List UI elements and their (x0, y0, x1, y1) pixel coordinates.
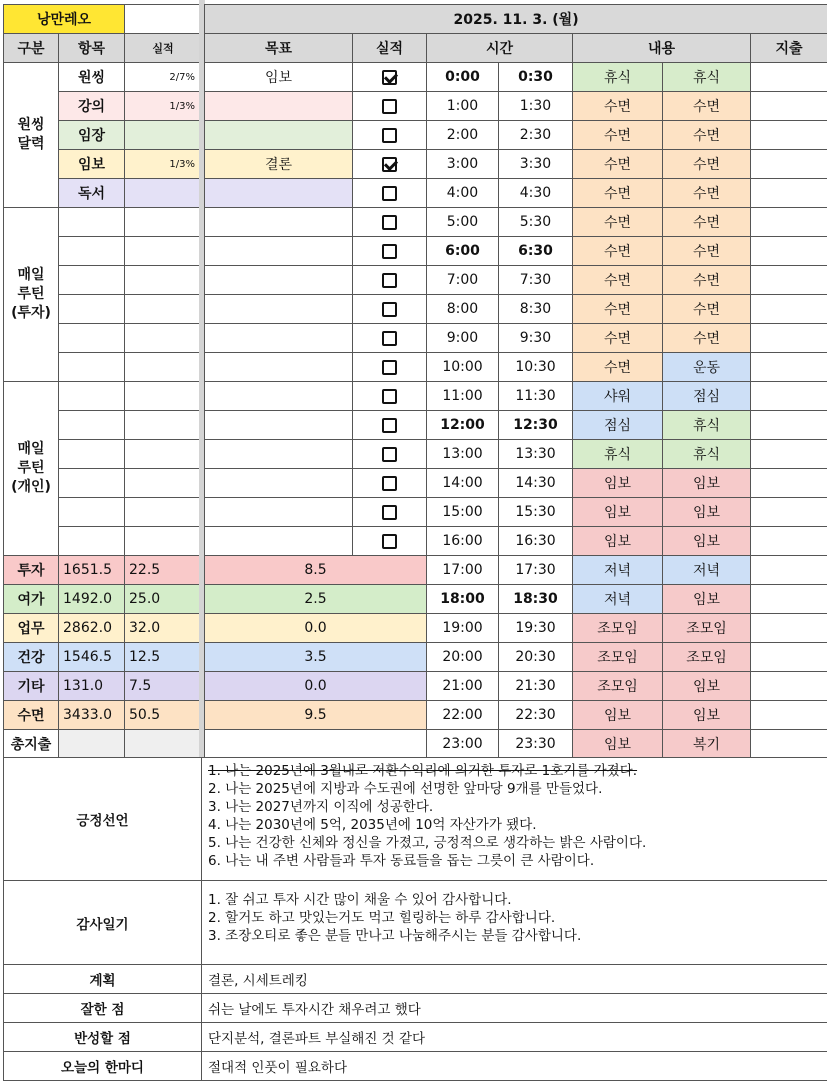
content-cell[interactable]: 수면 (573, 237, 663, 266)
time-start: 20:00 (427, 643, 499, 672)
schedule-row (205, 643, 827, 672)
summary-done[interactable]: 22.5 (125, 556, 202, 585)
schedule-row (205, 527, 827, 556)
time-start: 3:00 (427, 150, 499, 179)
spend-cell[interactable] (751, 179, 827, 208)
time-end: 18:30 (499, 585, 573, 614)
good-text[interactable]: 쉬는 날에도 투자시간 채우려고 했다 (202, 994, 827, 1023)
item-score[interactable]: 1/3% (125, 92, 202, 121)
empty-checkbox-icon[interactable] (382, 389, 397, 404)
content-cell[interactable]: 임보 (573, 498, 663, 527)
schedule-row (205, 121, 827, 150)
schedule-row (205, 63, 827, 92)
empty-checkbox-icon[interactable] (382, 360, 397, 375)
time-end: 3:30 (499, 150, 573, 179)
time-start: 4:00 (427, 179, 499, 208)
content-cell[interactable]: 조모임 (573, 614, 663, 643)
empty-cell[interactable] (125, 353, 202, 382)
content-cell[interactable]: 임보 (573, 469, 663, 498)
affirmation-line: 2. 나는 2025년에 지방과 수도권에 선명한 앞마당 9개를 만들었다. (208, 781, 603, 797)
check-cell[interactable] (353, 382, 427, 411)
goal-cell[interactable] (205, 237, 353, 266)
check-cell[interactable] (353, 498, 427, 527)
content-cell[interactable]: 수면 (573, 150, 663, 179)
affirmation-line: 6. 나는 내 주변 사람들과 투자 동료들을 돕는 그릇이 큰 사람이다. (208, 853, 595, 869)
summary-name: 업무 (4, 614, 59, 643)
spend-cell[interactable] (751, 440, 827, 469)
item-score[interactable]: 2/7% (125, 63, 202, 92)
time-end: 15:30 (499, 498, 573, 527)
summary-name: 여가 (4, 585, 59, 614)
summary-total[interactable]: 2862.0 (59, 614, 125, 643)
schedule-row (205, 266, 827, 295)
schedule-row (205, 295, 827, 324)
content-cell[interactable]: 수면 (663, 179, 751, 208)
empty-cell[interactable] (125, 411, 202, 440)
time-start: 11:00 (427, 382, 499, 411)
total-spend-value[interactable] (125, 730, 202, 759)
affirmation-line: 4. 나는 2030년에 5억, 2035년에 10억 자산가가 됐다. (208, 817, 537, 833)
affirmation-line: 5. 나는 건강한 신체와 정신을 가졌고, 긍정적으로 생각하는 밝은 사람이다. (208, 835, 647, 851)
empty-cell[interactable] (59, 208, 125, 237)
schedule-row (205, 440, 827, 469)
summary-name: 수면 (4, 701, 59, 730)
spend-cell[interactable] (751, 527, 827, 556)
content-cell[interactable]: 수면 (573, 266, 663, 295)
header-done: 실적 (353, 34, 427, 63)
content-cell[interactable]: 수면 (573, 179, 663, 208)
content-cell[interactable]: 임보 (663, 469, 751, 498)
time-start: 13:00 (427, 440, 499, 469)
content-cell[interactable]: 수면 (573, 121, 663, 150)
item-name: 독서 (59, 179, 125, 208)
check-cell[interactable] (353, 411, 427, 440)
header-gubun: 구분 (4, 34, 59, 63)
summary-name: 투자 (4, 556, 59, 585)
check-cell[interactable] (353, 179, 427, 208)
content-cell[interactable]: 저녁 (663, 556, 751, 585)
category-routine-invest (4, 208, 59, 382)
content-cell[interactable]: 휴식 (663, 411, 751, 440)
schedule-table (204, 4, 827, 759)
time-start: 5:00 (427, 208, 499, 237)
summary-done[interactable]: 12.5 (125, 643, 202, 672)
time-start: 6:00 (427, 237, 499, 266)
spend-cell[interactable] (751, 237, 827, 266)
time-end: 12:30 (499, 411, 573, 440)
check-cell[interactable] (353, 121, 427, 150)
summary-total[interactable]: 1492.0 (59, 585, 125, 614)
item-name: 강의 (59, 92, 125, 121)
time-start: 2:00 (427, 121, 499, 150)
check-cell[interactable] (353, 295, 427, 324)
empty-cell[interactable] (125, 498, 202, 527)
content-cell[interactable]: 수면 (573, 353, 663, 382)
spend-cell[interactable] (751, 411, 827, 440)
goal-summary-cell[interactable]: 0.0 (205, 614, 427, 643)
time-start: 19:00 (427, 614, 499, 643)
content-cell[interactable]: 임보 (663, 498, 751, 527)
schedule-row (205, 179, 827, 208)
content-cell[interactable]: 수면 (573, 208, 663, 237)
header-hangmok: 항목 (59, 34, 125, 63)
spend-cell[interactable] (751, 63, 827, 92)
check-cell[interactable] (353, 150, 427, 179)
header-spend: 지출 (751, 34, 827, 63)
spend-cell[interactable] (751, 324, 827, 353)
gratitude-line: 2. 할거도 하고 맛있는거도 먹고 힐링하는 하루 감사합니다. (208, 910, 556, 926)
content-cell[interactable]: 점심 (573, 411, 663, 440)
schedule-row (205, 411, 827, 440)
time-end: 20:30 (499, 643, 573, 672)
goal-cell[interactable] (205, 527, 353, 556)
spend-cell[interactable] (751, 353, 827, 382)
summary-done[interactable]: 50.5 (125, 701, 202, 730)
content-cell[interactable]: 휴식 (573, 63, 663, 92)
content-cell[interactable]: 수면 (663, 324, 751, 353)
schedule-row (205, 701, 827, 730)
empty-cell[interactable] (59, 440, 125, 469)
goal-summary-cell[interactable]: 2.5 (205, 585, 427, 614)
goal-cell[interactable] (205, 324, 353, 353)
journal-table (3, 757, 827, 1081)
time-end: 4:30 (499, 179, 573, 208)
empty-cell[interactable] (59, 324, 125, 353)
time-start: 18:00 (427, 585, 499, 614)
time-end: 10:30 (499, 353, 573, 382)
empty-checkbox-icon[interactable] (382, 273, 397, 288)
time-end: 9:30 (499, 324, 573, 353)
check-cell[interactable] (353, 266, 427, 295)
plan-text[interactable]: 결론, 시세트레킹 (202, 965, 827, 994)
header-time: 시간 (427, 34, 573, 63)
content-cell[interactable]: 수면 (573, 92, 663, 121)
summary-done[interactable]: 32.0 (125, 614, 202, 643)
empty-checkbox-icon[interactable] (382, 447, 397, 462)
goal-cell[interactable] (205, 353, 353, 382)
spend-cell[interactable] (751, 730, 827, 759)
empty-cell[interactable] (125, 5, 202, 34)
time-end: 2:30 (499, 121, 573, 150)
time-start: 15:00 (427, 498, 499, 527)
content-cell[interactable]: 수면 (663, 150, 751, 179)
time-end: 5:30 (499, 208, 573, 237)
empty-checkbox-icon[interactable] (382, 534, 397, 549)
spend-cell[interactable] (751, 208, 827, 237)
time-start: 14:00 (427, 469, 499, 498)
schedule-row (205, 556, 827, 585)
content-cell[interactable]: 조모임 (663, 643, 751, 672)
content-cell[interactable]: 수면 (663, 295, 751, 324)
spend-cell[interactable] (751, 643, 827, 672)
time-start: 12:00 (427, 411, 499, 440)
empty-cell[interactable] (125, 469, 202, 498)
check-cell[interactable] (353, 237, 427, 266)
content-cell[interactable]: 수면 (573, 295, 663, 324)
content-cell[interactable]: 수면 (573, 324, 663, 353)
summary-done[interactable]: 7.5 (125, 672, 202, 701)
schedule-row (205, 498, 827, 527)
empty-checkbox-icon[interactable] (382, 302, 397, 317)
gratitude-label: 감사일기 (4, 881, 202, 965)
time-start: 0:00 (427, 63, 499, 92)
time-start: 23:00 (427, 730, 499, 759)
time-start: 8:00 (427, 295, 499, 324)
item-score[interactable] (125, 121, 202, 150)
affirmation-line: 1. 나는 2025년에 3월내로 저환수익리에 의거한 투자로 1호기를 가졌다. (208, 763, 638, 779)
content-cell[interactable]: 휴식 (663, 440, 751, 469)
empty-checkbox-icon[interactable] (382, 99, 397, 114)
time-end: 23:30 (499, 730, 573, 759)
content-cell[interactable]: 휴식 (573, 440, 663, 469)
summary-total[interactable]: 1651.5 (59, 556, 125, 585)
content-cell[interactable]: 조모임 (573, 643, 663, 672)
empty-cell[interactable] (59, 469, 125, 498)
oneword-text[interactable]: 절대적 인풋이 필요하다 (202, 1052, 827, 1081)
item-name: 원씽 (59, 63, 125, 92)
content-cell[interactable]: 임보 (663, 672, 751, 701)
goal-cell[interactable] (205, 295, 353, 324)
spend-cell[interactable] (751, 150, 827, 179)
date-header: 2025. 11. 3. (월) (205, 5, 827, 34)
schedule-row (205, 730, 827, 759)
empty-checkbox-icon[interactable] (382, 505, 397, 520)
content-cell[interactable]: 임보 (573, 701, 663, 730)
summary-total[interactable]: 1546.5 (59, 643, 125, 672)
schedule-row (205, 92, 827, 121)
schedule-row (205, 382, 827, 411)
good-label: 잘한 점 (4, 994, 202, 1023)
spend-cell[interactable] (751, 295, 827, 324)
content-cell[interactable]: 임보 (573, 527, 663, 556)
empty-cell[interactable] (125, 527, 202, 556)
check-cell[interactable] (353, 92, 427, 121)
schedule-row (205, 614, 827, 643)
time-end: 1:30 (499, 92, 573, 121)
time-end: 17:30 (499, 556, 573, 585)
check-cell[interactable] (353, 353, 427, 382)
item-name: 임보 (59, 150, 125, 179)
header-silseok: 실적 (125, 34, 202, 63)
header-content: 내용 (573, 34, 751, 63)
check-cell[interactable] (353, 440, 427, 469)
sheet-title: 낭만레오 (4, 5, 125, 34)
content-cell[interactable]: 수면 (663, 266, 751, 295)
time-start: 10:00 (427, 353, 499, 382)
category-wonssing-label: 원씽 달력 (17, 117, 45, 152)
goal-cell[interactable] (205, 469, 353, 498)
goal-cell[interactable] (205, 411, 353, 440)
goal-cell[interactable] (205, 208, 353, 237)
empty-cell[interactable] (59, 498, 125, 527)
time-end: 13:30 (499, 440, 573, 469)
time-end: 19:30 (499, 614, 573, 643)
empty-cell[interactable] (59, 237, 125, 266)
goal-cell[interactable] (205, 266, 353, 295)
schedule-row (205, 672, 827, 701)
empty-cell[interactable] (59, 266, 125, 295)
content-cell[interactable]: 조모임 (663, 614, 751, 643)
content-cell[interactable]: 수면 (663, 92, 751, 121)
empty-cell[interactable] (125, 208, 202, 237)
spend-cell[interactable] (751, 701, 827, 730)
time-end: 16:30 (499, 527, 573, 556)
category-routine-invest-label: 매일 루틴 (투자) (11, 267, 51, 321)
spend-cell[interactable] (751, 382, 827, 411)
plan-label: 계획 (4, 965, 202, 994)
content-cell[interactable]: 임보 (663, 701, 751, 730)
time-end: 0:30 (499, 63, 573, 92)
time-end: 8:30 (499, 295, 573, 324)
goal-summary-cell[interactable]: 0.0 (205, 672, 427, 701)
reflect-text[interactable]: 단지분석, 결론파트 부실해진 것 같다 (202, 1023, 827, 1052)
check-cell[interactable] (353, 324, 427, 353)
empty-checkbox-icon[interactable] (382, 476, 397, 491)
goal-cell[interactable] (205, 498, 353, 527)
time-start: 7:00 (427, 266, 499, 295)
empty-cell[interactable] (125, 266, 202, 295)
time-end: 11:30 (499, 382, 573, 411)
content-cell[interactable]: 휴식 (663, 63, 751, 92)
empty-cell[interactable] (59, 527, 125, 556)
goal-cell[interactable] (205, 440, 353, 469)
content-cell[interactable]: 임보 (663, 527, 751, 556)
spend-cell[interactable] (751, 585, 827, 614)
goal-cell[interactable] (205, 382, 353, 411)
time-start: 16:00 (427, 527, 499, 556)
content-cell[interactable]: 수면 (663, 121, 751, 150)
category-routine-personal (4, 382, 59, 556)
empty-cell[interactable] (125, 382, 202, 411)
content-cell[interactable]: 임보 (573, 730, 663, 759)
time-start: 9:00 (427, 324, 499, 353)
goal-cell[interactable] (205, 121, 353, 150)
goal-cell[interactable]: 결론 (205, 150, 353, 179)
time-end: 14:30 (499, 469, 573, 498)
spend-cell[interactable] (751, 672, 827, 701)
affirmation-label: 긍정선언 (4, 758, 202, 881)
goal-cell[interactable]: 임보 (205, 63, 353, 92)
check-cell[interactable] (353, 208, 427, 237)
gratitude-list[interactable] (202, 881, 827, 965)
content-cell[interactable]: 임보 (663, 585, 751, 614)
summary-name: 기타 (4, 672, 59, 701)
content-cell[interactable]: 조모임 (573, 672, 663, 701)
goal-summary-cell[interactable]: 9.5 (205, 701, 427, 730)
category-wonssing (4, 63, 59, 208)
check-cell[interactable] (353, 469, 427, 498)
empty-cell[interactable] (59, 295, 125, 324)
summary-done[interactable]: 25.0 (125, 585, 202, 614)
empty-checkbox-icon[interactable] (382, 244, 397, 259)
schedule-row (205, 150, 827, 179)
total-spend-label: 총지출 (4, 730, 59, 759)
empty-cell[interactable] (59, 411, 125, 440)
check-cell[interactable] (353, 63, 427, 92)
time-end: 7:30 (499, 266, 573, 295)
spend-cell[interactable] (751, 614, 827, 643)
content-cell[interactable]: 점심 (663, 382, 751, 411)
spend-cell[interactable] (751, 92, 827, 121)
schedule-row (205, 324, 827, 353)
empty-cell[interactable] (125, 237, 202, 266)
check-cell[interactable] (353, 527, 427, 556)
empty-cell[interactable] (125, 440, 202, 469)
oneword-label: 오늘의 한마디 (4, 1052, 202, 1081)
schedule-row (205, 208, 827, 237)
header-goal: 목표 (205, 34, 353, 63)
empty-checkbox-icon[interactable] (382, 331, 397, 346)
time-start: 1:00 (427, 92, 499, 121)
total-spend-value[interactable] (59, 730, 125, 759)
goal-summary-cell[interactable]: 3.5 (205, 643, 427, 672)
spend-cell[interactable] (751, 469, 827, 498)
time-end: 22:30 (499, 701, 573, 730)
reflect-label: 반성할 점 (4, 1023, 202, 1052)
affirmation-list[interactable] (202, 758, 827, 881)
summary-total[interactable]: 3433.0 (59, 701, 125, 730)
goal-cell[interactable] (205, 92, 353, 121)
time-start: 17:00 (427, 556, 499, 585)
spend-cell[interactable] (751, 556, 827, 585)
category-table (3, 4, 202, 759)
spend-cell[interactable] (751, 121, 827, 150)
item-score[interactable] (125, 179, 202, 208)
empty-cell[interactable] (125, 324, 202, 353)
spend-cell[interactable] (751, 498, 827, 527)
empty-checkbox-icon[interactable] (382, 128, 397, 143)
summary-total[interactable]: 131.0 (59, 672, 125, 701)
empty-cell[interactable] (59, 353, 125, 382)
goal-summary-cell[interactable]: 8.5 (205, 556, 427, 585)
content-cell[interactable]: 수면 (663, 208, 751, 237)
time-start: 22:00 (427, 701, 499, 730)
time-end: 6:30 (499, 237, 573, 266)
category-routine-personal-label: 매일 루틴 (개인) (11, 441, 51, 495)
empty-cell[interactable] (59, 382, 125, 411)
spend-cell[interactable] (751, 266, 827, 295)
checked-checkbox-icon[interactable] (382, 157, 397, 172)
content-cell[interactable]: 운동 (663, 353, 751, 382)
content-cell[interactable]: 저녁 (573, 585, 663, 614)
content-cell[interactable]: 복기 (663, 730, 751, 759)
checked-checkbox-icon[interactable] (382, 70, 397, 85)
schedule-row (205, 585, 827, 614)
time-end: 21:30 (499, 672, 573, 701)
schedule-row (205, 237, 827, 266)
empty-cell[interactable] (125, 295, 202, 324)
empty-checkbox-icon[interactable] (382, 418, 397, 433)
content-cell[interactable]: 샤워 (573, 382, 663, 411)
content-cell[interactable]: 수면 (663, 237, 751, 266)
empty-checkbox-icon[interactable] (382, 215, 397, 230)
schedule-row (205, 353, 827, 382)
content-cell[interactable]: 저녁 (573, 556, 663, 585)
summary-name: 건강 (4, 643, 59, 672)
gratitude-line: 1. 잘 쉬고 투자 시간 많이 채울 수 있어 감사합니다. (208, 892, 512, 908)
goal-cell[interactable] (205, 179, 353, 208)
item-score[interactable]: 1/3% (125, 150, 202, 179)
affirmation-line: 3. 나는 2027년까지 이직에 성공한다. (208, 799, 434, 815)
empty-checkbox-icon[interactable] (382, 186, 397, 201)
gratitude-line: 3. 조장오티로 좋은 분들 만나고 나눔해주시는 분들 감사합니다. (208, 928, 582, 944)
item-name: 임장 (59, 121, 125, 150)
goal-summary-cell[interactable] (205, 730, 427, 759)
time-start: 21:00 (427, 672, 499, 701)
schedule-row (205, 469, 827, 498)
